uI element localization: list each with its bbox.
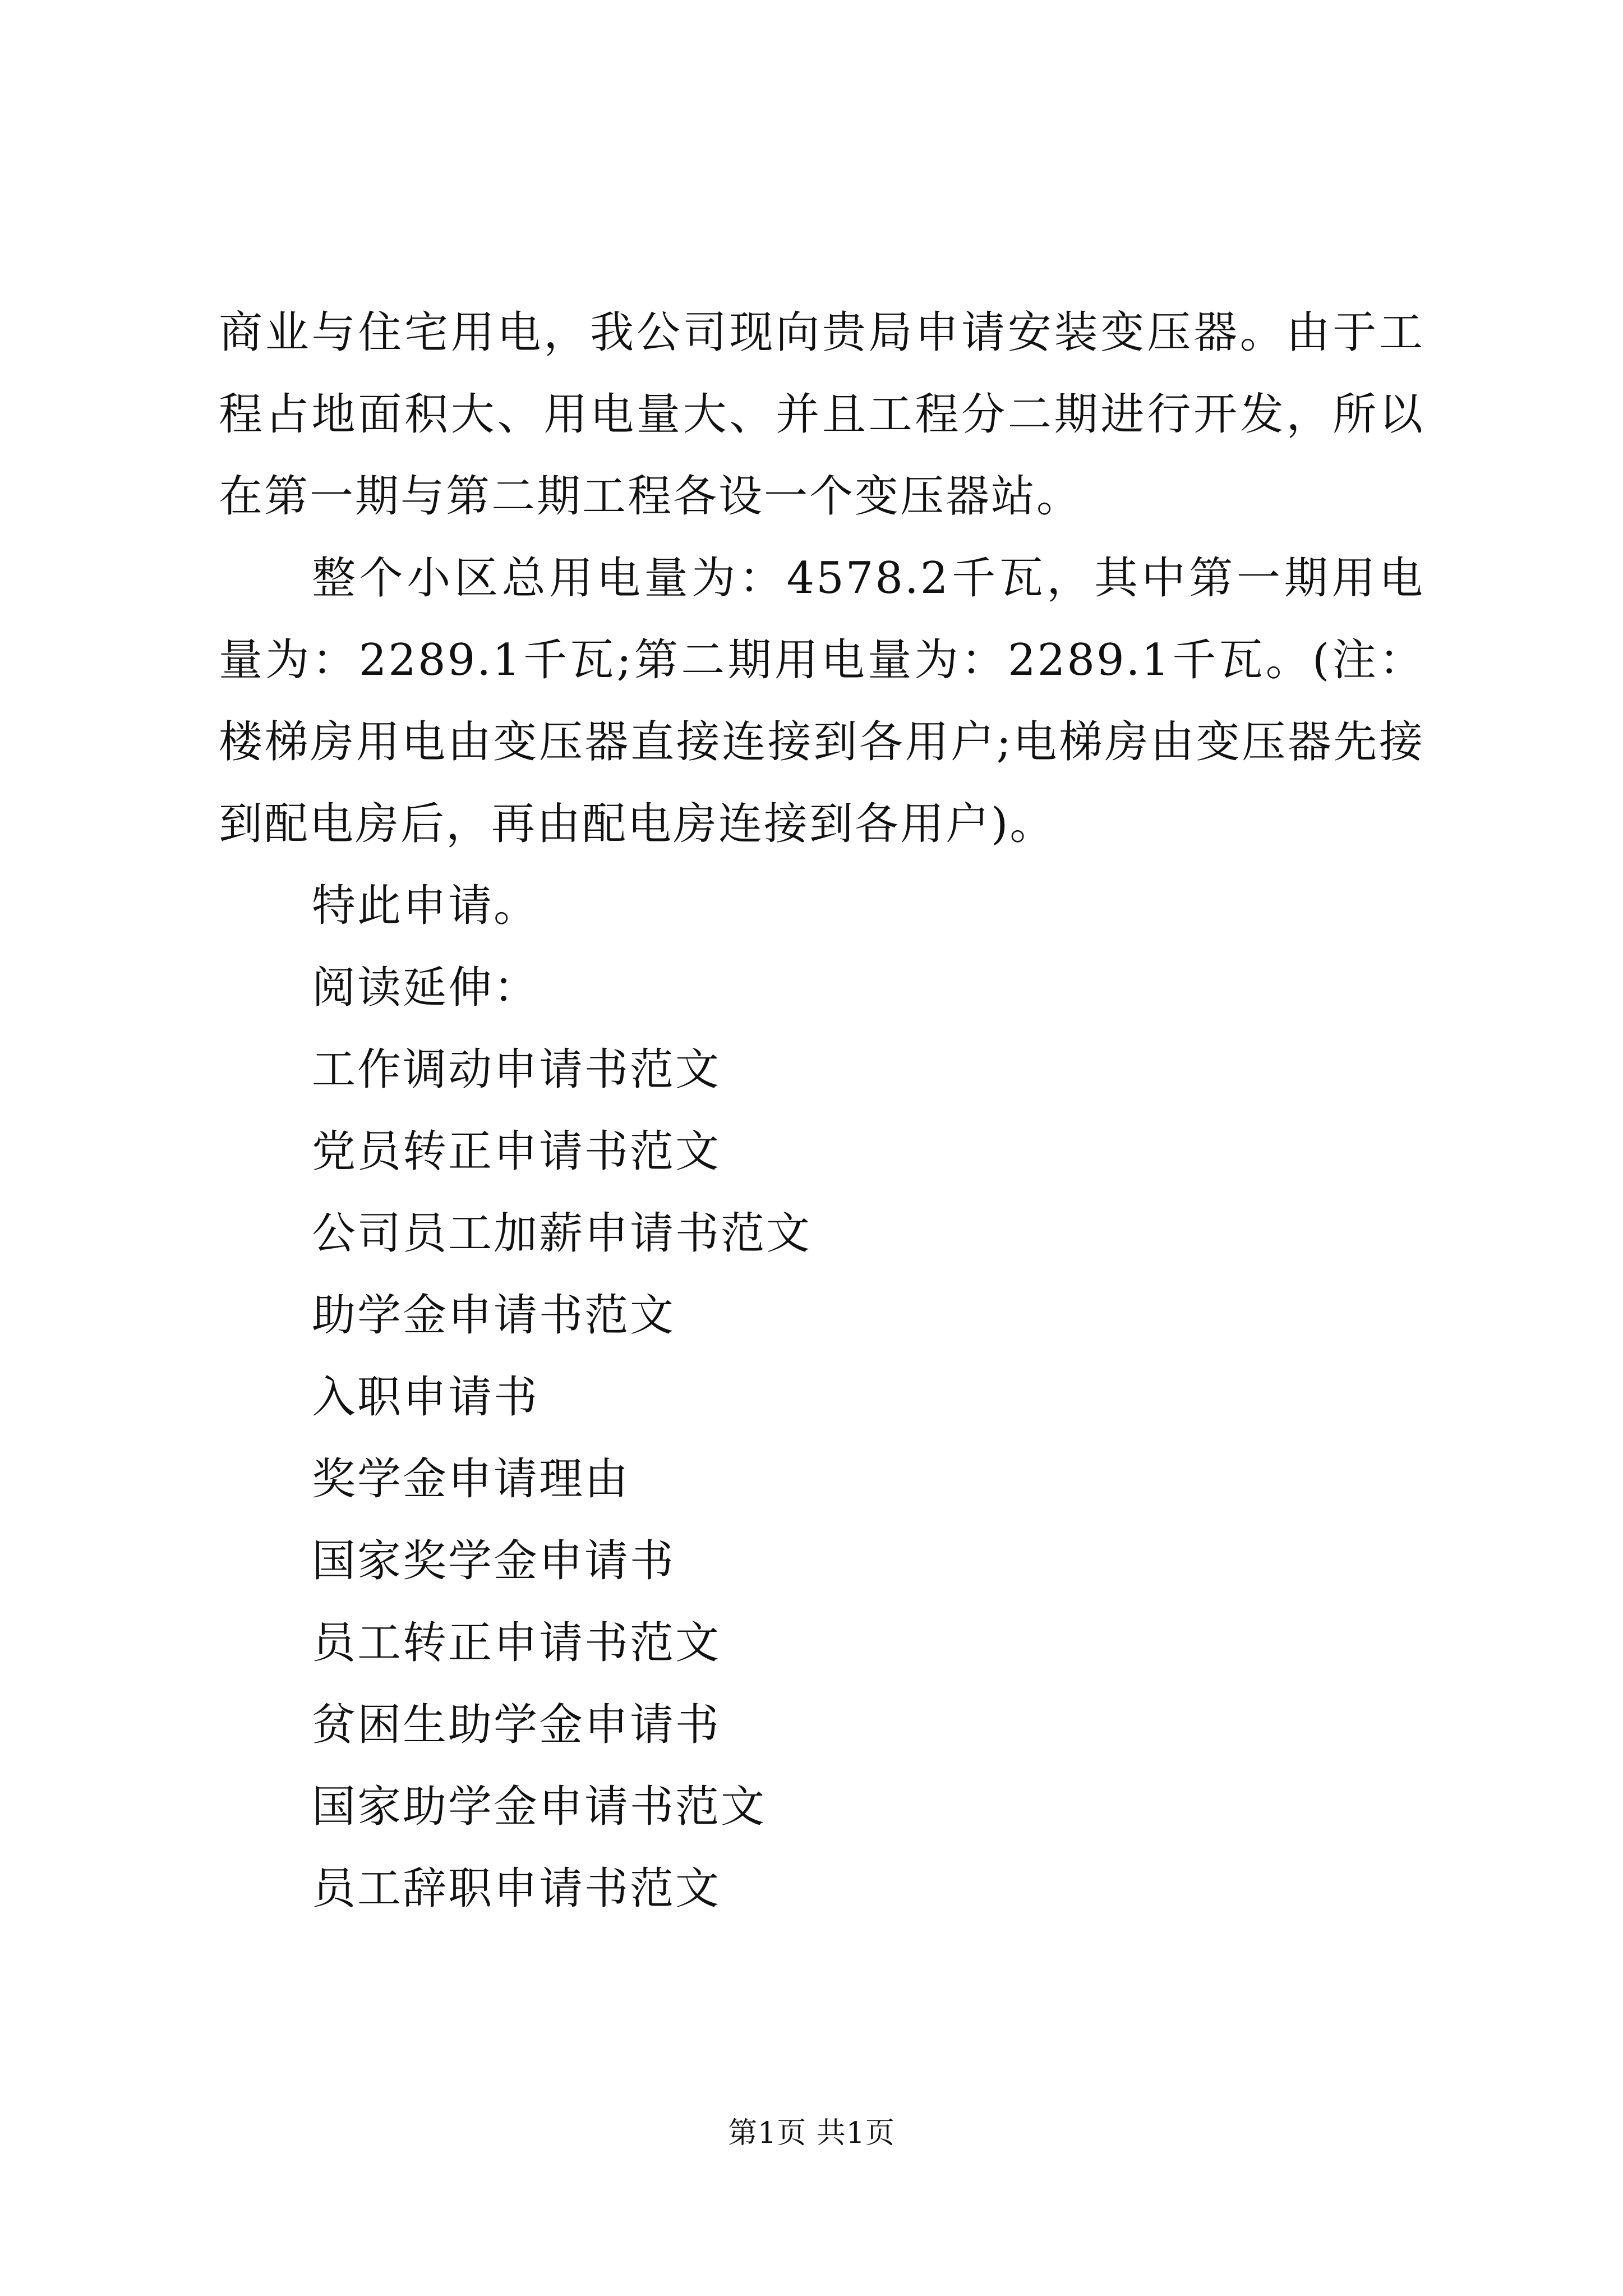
page-footer [0,2114,1623,2153]
related-link-item[interactable]: 国家助学金申请书范文 [312,1782,767,1832]
paragraph-2: 整个小区总用电量为：4578.2千瓦，其中第一期用电量为：2289.1千瓦;第二期用电量为：2289.1千瓦。(注：楼梯房用电由变压器直接连接到各用户;电梯房由变压器先接到配电房后，再由配电房连接到各用户)。 [219,553,1424,849]
related-link-item[interactable]: 党员转正申请书范文 [312,1126,721,1177]
document-body [219,292,1424,1930]
paragraph-3: 特此申请。 [312,881,540,931]
related-link-item[interactable]: 助学金申请书范文 [312,1290,676,1341]
related-link-item[interactable]: 国家奖学金申请书 [312,1536,676,1586]
related-link-item[interactable]: 贫困生助学金申请书 [312,1700,721,1750]
related-link-item[interactable]: 员工辞职申请书范文 [312,1864,721,1914]
page-indicator: 第1页 共1页 [728,2116,895,2150]
related-link-item[interactable]: 工作调动申请书范文 [312,1045,721,1095]
related-link-item[interactable]: 员工转正申请书范文 [312,1618,721,1668]
related-link-item[interactable]: 入职申请书 [312,1372,540,1423]
related-links-list [219,1029,1424,1930]
related-link-item[interactable]: 奖学金申请理由 [312,1454,630,1504]
related-link-item[interactable]: 公司员工加薪申请书范文 [312,1208,812,1259]
paragraph-1: 商业与住宅用电，我公司现向贵局申请安装变压器。由于工程占地面积大、用电量大、并且工程分二期进行开发，所以在第一期与第二期工程各设一个变压器站。 [219,307,1424,522]
reading-extension-heading: 阅读延伸： [312,963,540,1013]
